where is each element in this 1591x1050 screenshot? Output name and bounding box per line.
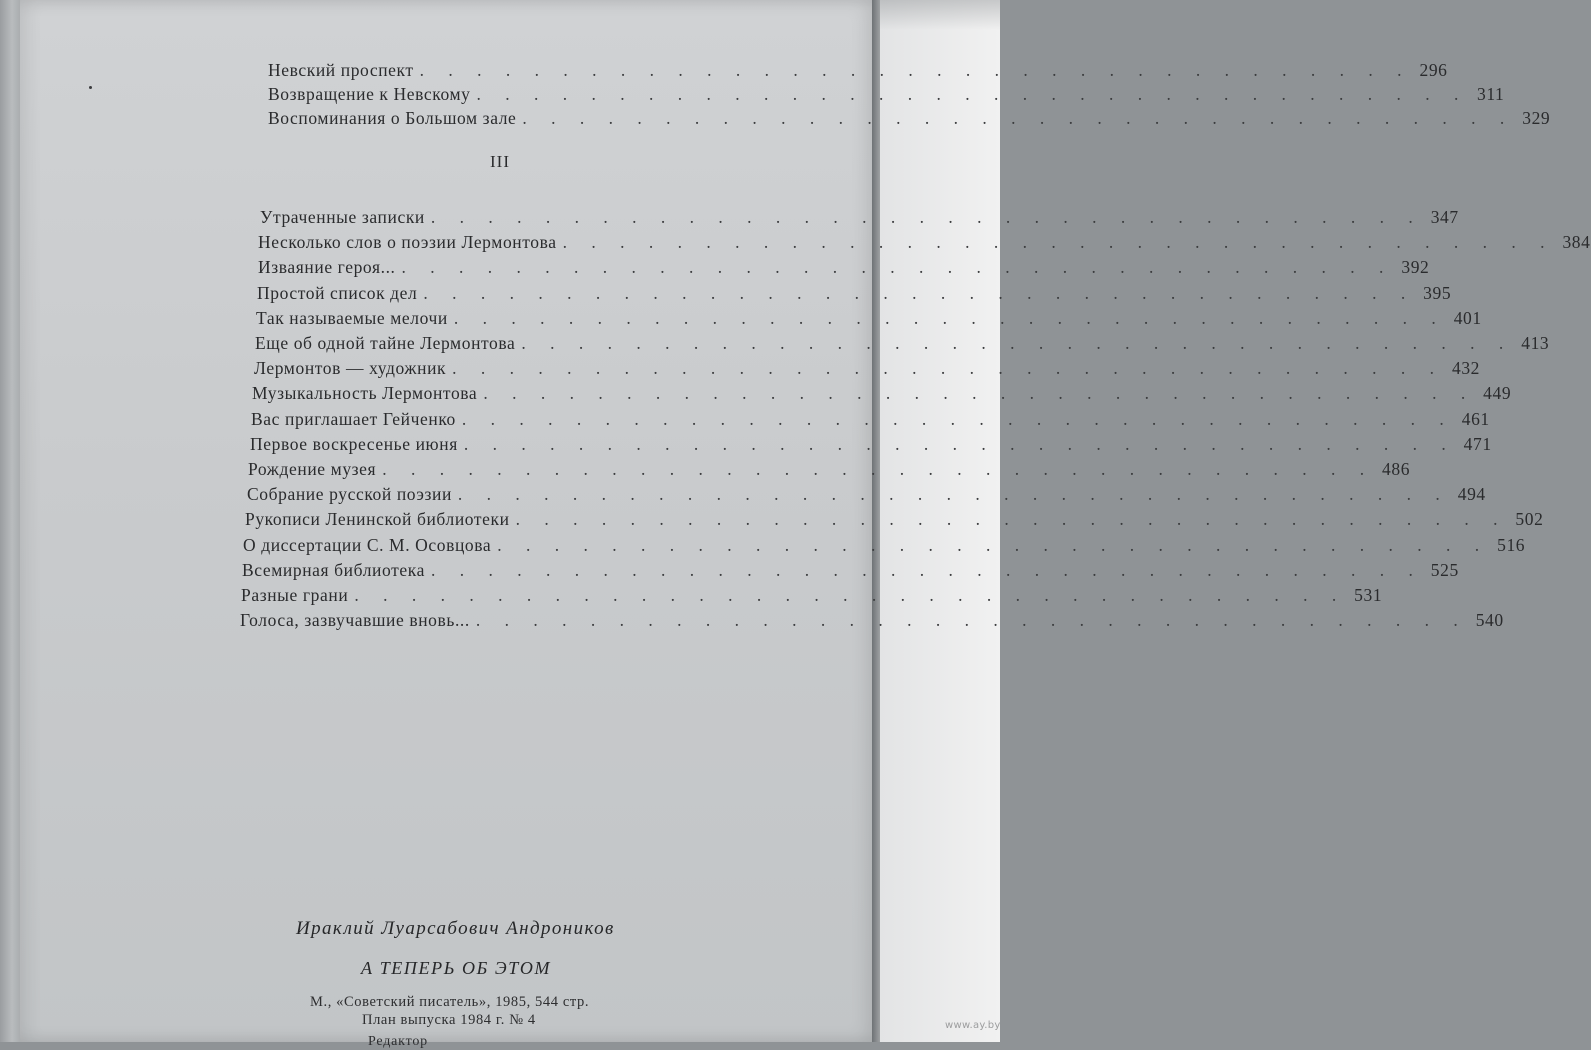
imprint-cut-line: Редактор (368, 1034, 428, 1049)
toc-entry-title: Утраченные записки (260, 207, 425, 227)
toc-entry (245, 509, 1544, 530)
toc-entry (248, 459, 1411, 480)
toc-entry-title: Несколько слов о поэзии Лермонтова (258, 232, 557, 253)
imprint-publisher-line: М., «Советский писатель», 1985, 544 стр. (310, 994, 590, 1010)
toc-entry (243, 534, 1526, 556)
toc-entry (260, 207, 1459, 228)
toc-entry (247, 484, 1486, 505)
toc-entry-title: Собрание русской поэзии (247, 484, 452, 505)
toc-entry (242, 559, 1459, 581)
toc-entry-page-number: 395 (1423, 282, 1452, 303)
toc-entry-page-number: 296 (1419, 60, 1448, 80)
toc-entry (251, 408, 1490, 430)
imprint-plan-line: План выпуска 1984 г. № 4 (362, 1012, 536, 1028)
toc-entry-page-number: 329 (1522, 108, 1551, 128)
toc-entry-page-number: 392 (1401, 257, 1430, 278)
toc-entry-title: Первое воскресенье июня (250, 433, 458, 454)
toc-entry-page-number: 413 (1521, 333, 1550, 353)
toc-entry-page-number: 449 (1483, 383, 1512, 404)
toc-entry (258, 232, 1591, 253)
toc-entry (240, 610, 1504, 631)
toc-entry-page-number: 384 (1562, 232, 1591, 253)
toc-entry-page-number: 401 (1453, 307, 1482, 328)
toc-entry-title: Простой список дел (257, 282, 418, 303)
toc-entry-title: Голоса, зазвучавшие вновь... (240, 610, 470, 631)
toc-entry-page-number: 432 (1451, 358, 1481, 379)
toc-entry-title: Изваяние героя... (258, 257, 396, 278)
toc-entry-page-number: 311 (1476, 84, 1505, 104)
book-left-edge (0, 0, 22, 1042)
toc-entry-title: Воспоминания о Большом зале (268, 108, 517, 128)
next-page-shadow (880, 0, 1000, 30)
toc-dot-leader: . . . . . . . . . . . . . . . . . . . . . . . . . . . . . . . . . . . (354, 585, 1347, 605)
section-label: III (490, 152, 510, 171)
toc-dot-leader: . . . . . . . . . . . . . . . . . . . . . . . . . . . . . . . . . . . (401, 257, 1394, 278)
toc-dot-leader: . . . . . . . . . . . . . . . . . . . . . . . . . . . . . . . . . . . (457, 484, 1450, 505)
toc-entry-title: Разные грани (241, 585, 349, 605)
toc-dot-leader: . . . . . . . . . . . . . . . . . . . . . . . . . . . . . . . . . . . (562, 232, 1555, 253)
toc-entry-title: Невский проспект (268, 60, 414, 80)
toc-entry (268, 60, 1448, 81)
toc-entry-page-number: 347 (1430, 207, 1459, 227)
toc-entry (258, 257, 1430, 278)
toc-entry-page-number: 494 (1457, 484, 1486, 505)
toc-dot-leader: . . . . . . . . . . . . . . . . . . . . . . . . . . . . . . . . . . . (452, 358, 1445, 379)
toc-entry-title: Еще об одной тайне Лермонтова (255, 333, 516, 353)
toc-dot-leader: . . . . . . . . . . . . . . . . . . . . . . . . . . . . . . . . . . . (497, 534, 1490, 555)
toc-dot-leader: . . . . . . . . . . . . . . . . . . . . . . . . . . . . . . . . . . . (382, 459, 1375, 479)
toc-entry-page-number: 502 (1515, 509, 1544, 530)
toc-dot-leader: . . . . . . . . . . . . . . . . . . . . . . . . . . . . . . . . . . . (419, 60, 1412, 80)
toc-dot-leader: . . . . . . . . . . . . . . . . . . . . . . . . . . . . . . . . . . . (453, 307, 1446, 328)
toc-entry-title: Так называемые мелочи (256, 307, 448, 328)
toc-entry (255, 333, 1550, 354)
toc-entry (252, 383, 1512, 404)
toc-dot-leader: . . . . . . . . . . . . . . . . . . . . . . . . . . . . . . . . . . . (430, 207, 1423, 227)
watermark: www.ay.by (945, 1020, 1001, 1031)
toc-dot-leader: . . . . . . . . . . . . . . . . . . . . . . . . . . . . . . . . . . . (521, 333, 1514, 353)
toc-entry-page-number: 461 (1461, 408, 1490, 429)
toc-dot-leader: . . . . . . . . . . . . . . . . . . . . . . . . . . . . . . . . . . . (461, 408, 1454, 429)
imprint-book-title: А ТЕПЕРЬ ОБ ЭТОМ (361, 958, 552, 978)
toc-dot-leader: . . . . . . . . . . . . . . . . . . . . . . . . . . . . . . . . . . . (515, 509, 1508, 530)
toc-entry-title: Лермонтов — художник (254, 358, 447, 379)
toc-entry-title: О диссертации С. М. Осовцова (243, 534, 492, 555)
toc-entry-title: Рукописи Ленинской библиотеки (245, 509, 510, 530)
toc-entry (241, 585, 1383, 606)
toc-entry-title: Всемирная библиотека (242, 559, 425, 580)
toc-entry (257, 282, 1452, 304)
toc-entry (268, 84, 1505, 105)
toc-entry-title: Музыкальность Лермонтова (252, 383, 478, 404)
toc-entry-page-number: 486 (1382, 459, 1411, 479)
toc-entry (256, 307, 1482, 329)
toc-entry-page-number: 531 (1354, 585, 1383, 605)
toc-entry-title: Рождение музея (248, 459, 377, 479)
toc-dot-leader: . . . . . . . . . . . . . . . . . . . . . . . . . . . . . . . . . . . (475, 610, 1468, 631)
toc-dot-leader: . . . . . . . . . . . . . . . . . . . . . . . . . . . . . . . . . . . (430, 559, 1423, 580)
toc-entry-page-number: 525 (1430, 559, 1459, 580)
toc-dot-leader: . . . . . . . . . . . . . . . . . . . . . . . . . . . . . . . . . . . (463, 433, 1456, 454)
toc-dot-leader: . . . . . . . . . . . . . . . . . . . . . . . . . . . . . . . . . . . (483, 383, 1476, 404)
print-speck (89, 86, 92, 89)
toc-entry (268, 108, 1551, 129)
toc-entry (254, 358, 1481, 379)
toc-entry-page-number: 516 (1497, 534, 1526, 555)
toc-entry-page-number: 471 (1463, 433, 1492, 454)
toc-dot-leader: . . . . . . . . . . . . . . . . . . . . . . . . . . . . . . . . . . . (423, 282, 1416, 303)
imprint-author: Ираклий Луарсабович Андроников (296, 918, 615, 939)
toc-entry-title: Возвращение к Невскому (268, 84, 471, 104)
toc-entry (250, 433, 1492, 455)
toc-dot-leader: . . . . . . . . . . . . . . . . . . . . . . . . . . . . . . . . . . . (476, 84, 1469, 104)
toc-entry-title: Вас приглашает Гейченко (251, 408, 456, 429)
toc-dot-leader: . . . . . . . . . . . . . . . . . . . . . . . . . . . . . . . . . . . (522, 108, 1515, 128)
toc-entry-page-number: 540 (1475, 610, 1504, 631)
